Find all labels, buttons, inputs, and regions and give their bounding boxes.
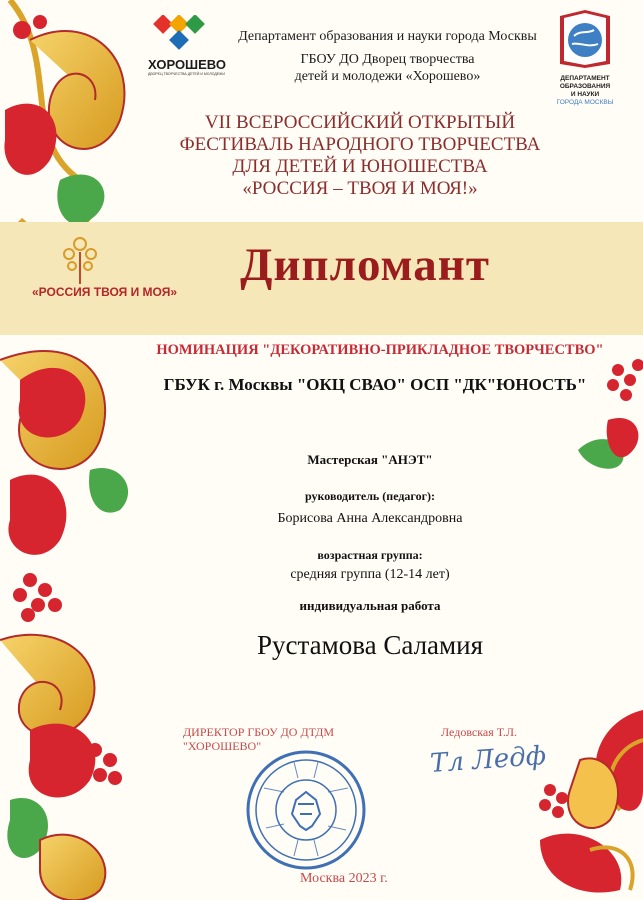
department-logo	[552, 8, 618, 113]
director-title-line-2: "ХОРОШЕВО"	[183, 739, 262, 753]
horoshevo-mark-icon	[148, 15, 218, 53]
institution-line-2: детей и молодежи «Хорошево»	[294, 69, 481, 84]
leader-label: руководитель (педагог):	[304, 489, 436, 503]
dept-logo-line-4: ГОРОДА МОСКВЫ	[556, 99, 614, 106]
dept-logo-line-2: ОБРАЗОВАНИЯ	[559, 83, 611, 90]
horoshevo-logo-name: ХОРОШЕВО	[148, 57, 226, 72]
official-stamp	[244, 748, 368, 872]
horoshevo-logo	[148, 15, 226, 76]
director-title-line-1: ДИРЕКТОР ГБОУ ДО ДТДМ	[183, 725, 335, 739]
right-floral-ornament-bottom	[520, 700, 643, 900]
dept-logo-line-1: ДЕПАРТАМЕНТ	[560, 75, 610, 82]
festival-tree-icon	[60, 232, 100, 284]
department-name: Департамент образования и науки города Москвы	[238, 29, 537, 44]
director-signature: Тл Ледф	[429, 740, 547, 780]
festival-line-2: ФЕСТИВАЛЬ НАРОДНОГО ТВОРЧЕСТВА	[179, 134, 541, 155]
festival-line-3: ДЛЯ ДЕТЕЙ И ЮНОШЕСТВА	[232, 156, 488, 177]
left-floral-ornament	[0, 0, 150, 900]
horoshevo-logo-sub: ДВОРЕЦ ТВОРЧЕСТВА ДЕТЕЙ И МОЛОДЕЖИ	[148, 72, 225, 76]
director-name: Ледовская Т.Л.	[441, 725, 518, 739]
diploma-title: Дипломант	[240, 239, 490, 291]
festival-logo-text: «РОССИЯ ТВОЯ И МОЯ»	[32, 285, 178, 299]
globe-book-icon	[558, 8, 612, 70]
studio-name: Мастерская "АНЭТ"	[307, 452, 433, 467]
age-group-value: средняя группа (12-14 лет)	[290, 567, 450, 582]
nomination: НОМИНАЦИЯ "ДЕКОРАТИВНО-ПРИКЛАДНОЕ ТВОРЧЕСТВО"	[156, 342, 604, 358]
dept-logo-line-3: И НАУКИ	[570, 91, 600, 98]
organization: ГБУК г. Москвы "ОКЦ СВАО" ОСП "ДК"ЮНОСТЬ"	[163, 375, 587, 394]
participant-name: Рустамова Саламия	[257, 630, 483, 660]
place-and-year: Москва 2023 г.	[300, 871, 388, 886]
institution-line-1: ГБОУ ДО Дворец творчества	[300, 52, 475, 67]
work-type: индивидуальная работа	[299, 598, 441, 613]
festival-line-4: «РОССИЯ – ТВОЯ И МОЯ!»	[242, 178, 478, 199]
leader-name: Борисова Анна Александровна	[277, 511, 463, 526]
festival-line-1: VII ВСЕРОССИЙСКИЙ ОТКРЫТЫЙ	[204, 112, 516, 133]
age-group-label: возрастная группа:	[317, 548, 423, 562]
